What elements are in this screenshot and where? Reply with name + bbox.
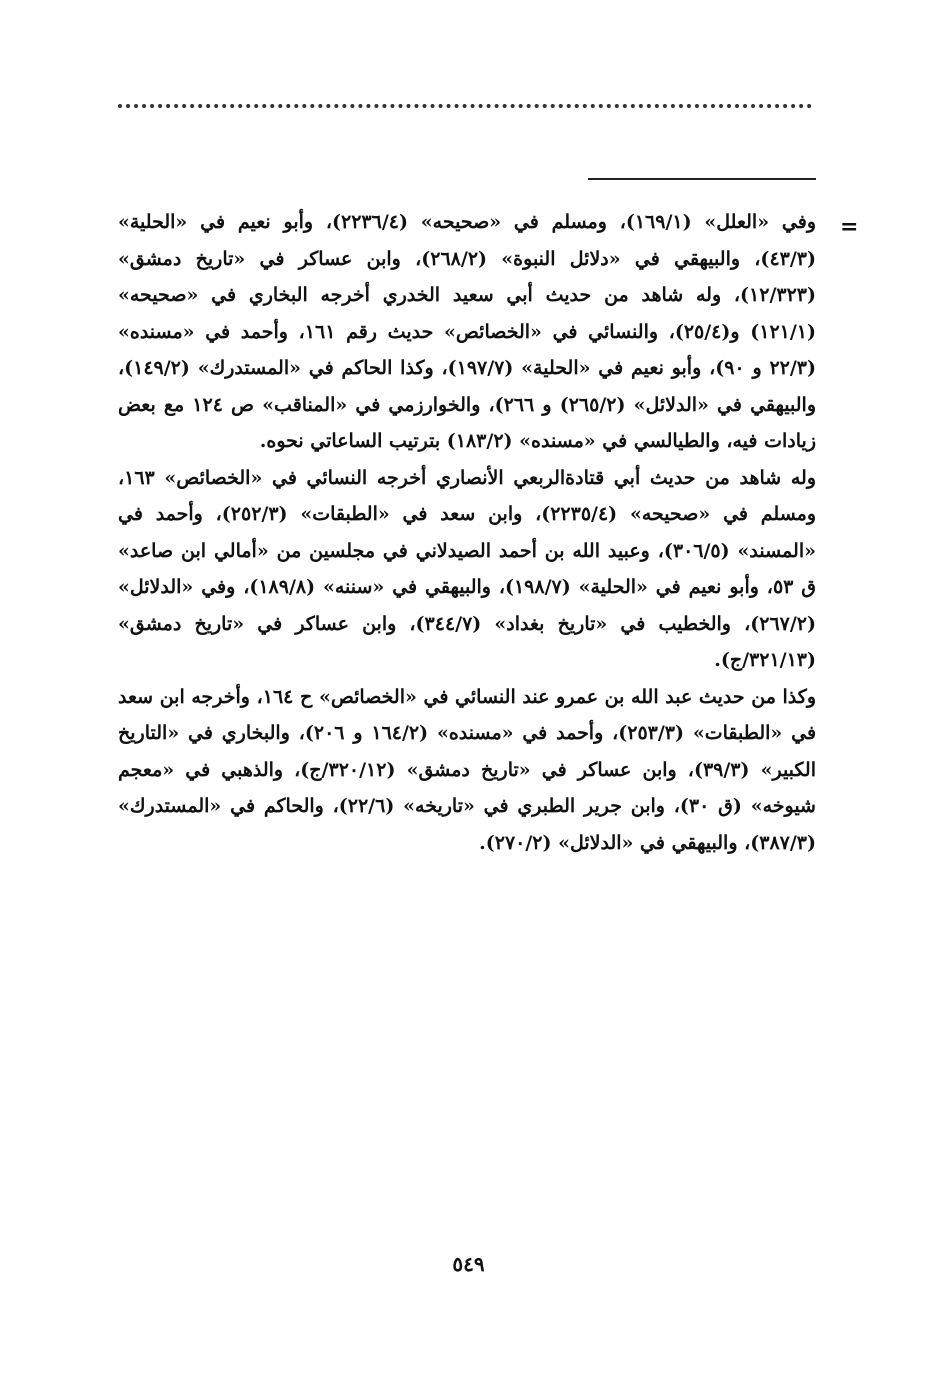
footnote-paragraph-2: وله شاهد من حديث أبي قتادةالربعي الأنصاري أخرجه النسائي في «الخصائص» ١٦٣، ومسلم في «صحيحه» (٢٢٣٥/٤)، وابن سعد في «الطبقات» (٢٥٢/٣)، وأحمد في «المسند» (٣٠٦/٥)، وعبيد الله بن أحمد الصيدلاني في مجلسين من «أمالي ابن صاعد» ق ٥٣، وأبو نعيم في «الحلية» (١٩٨/٧)، والبيهقي في «سننه» (١٨٩/٨)، وفي «الدلائل» (٢٦٧/٢)، والخطيب في «تاريخ بغداد» (٣٤٤/٧)، وابن عساكر في «تاريخ دمشق» (٣٢١/١٣/ج). xyxy=(118,466,817,671)
footnote-rule xyxy=(588,178,816,180)
dotted-separator xyxy=(118,104,812,108)
page-number: ٥٤٩ xyxy=(452,1252,485,1276)
footnote-paragraph-3: وكذا من حديث عبد الله بن عمرو عند النسائي في «الخصائص» ح ١٦٤، وأخرجه ابن سعد في «الطبقات» (٢٥٣/٣)، وأحمد في «مسنده» (١٦٤/٢ و ٢٠٦)، والبخاري في «التاريخ الكبير» (٣٩/٣)، وابن عساكر في «تاريخ دمشق» (٣٢٠/١٢/ج)، والذهبي في «معجم شيوخه» (ق ٣٠)، وابن جرير الطبري في «تاريخه» (٢٢/٦)، والحاكم في «المستدرك» (٣٨٧/٣)، والبيهقي في «الدلائل» (٢٧٠/٢). xyxy=(118,685,817,854)
footnote-body xyxy=(118,204,816,861)
footnote-paragraph-1: وفي «العلل» (١٦٩/١)، ومسلم في «صحيحه» (٢٢٣٦/٤)، وأبو نعيم في «الحلية» (٤٣/٣)، والبيهقي في «دلائل النبوة» (٢٦٨/٢)، وابن عساكر في «تاريخ دمشق» (١٢/٣٢٣)، وله شاهد من حديث أبي سعيد الخدري أخرجه البخاري في «صحيحه» (١٢١/١) و(٢٥/٤)، والنسائي في «الخصائص» حديث رقم ١٦١، وأحمد في «مسنده» (٢٢/٣ و ٩٠)، وأبو نعيم في «الحلية» (١٩٧/٧)، وكذا الحاكم في «المستدرك» (١٤٩/٢)، والبيهقي في «الدلائل» (٢٦٥/٢) و ٢٦٦)، والخوارزمي في «المناقب» ص ١٢٤ مع بعض زيادات فيه، والطيالسي في «مسنده» (١٨٣/٢) بترتيب الساعاتي نحوه. xyxy=(118,211,817,452)
continuation-mark: = xyxy=(840,214,859,240)
